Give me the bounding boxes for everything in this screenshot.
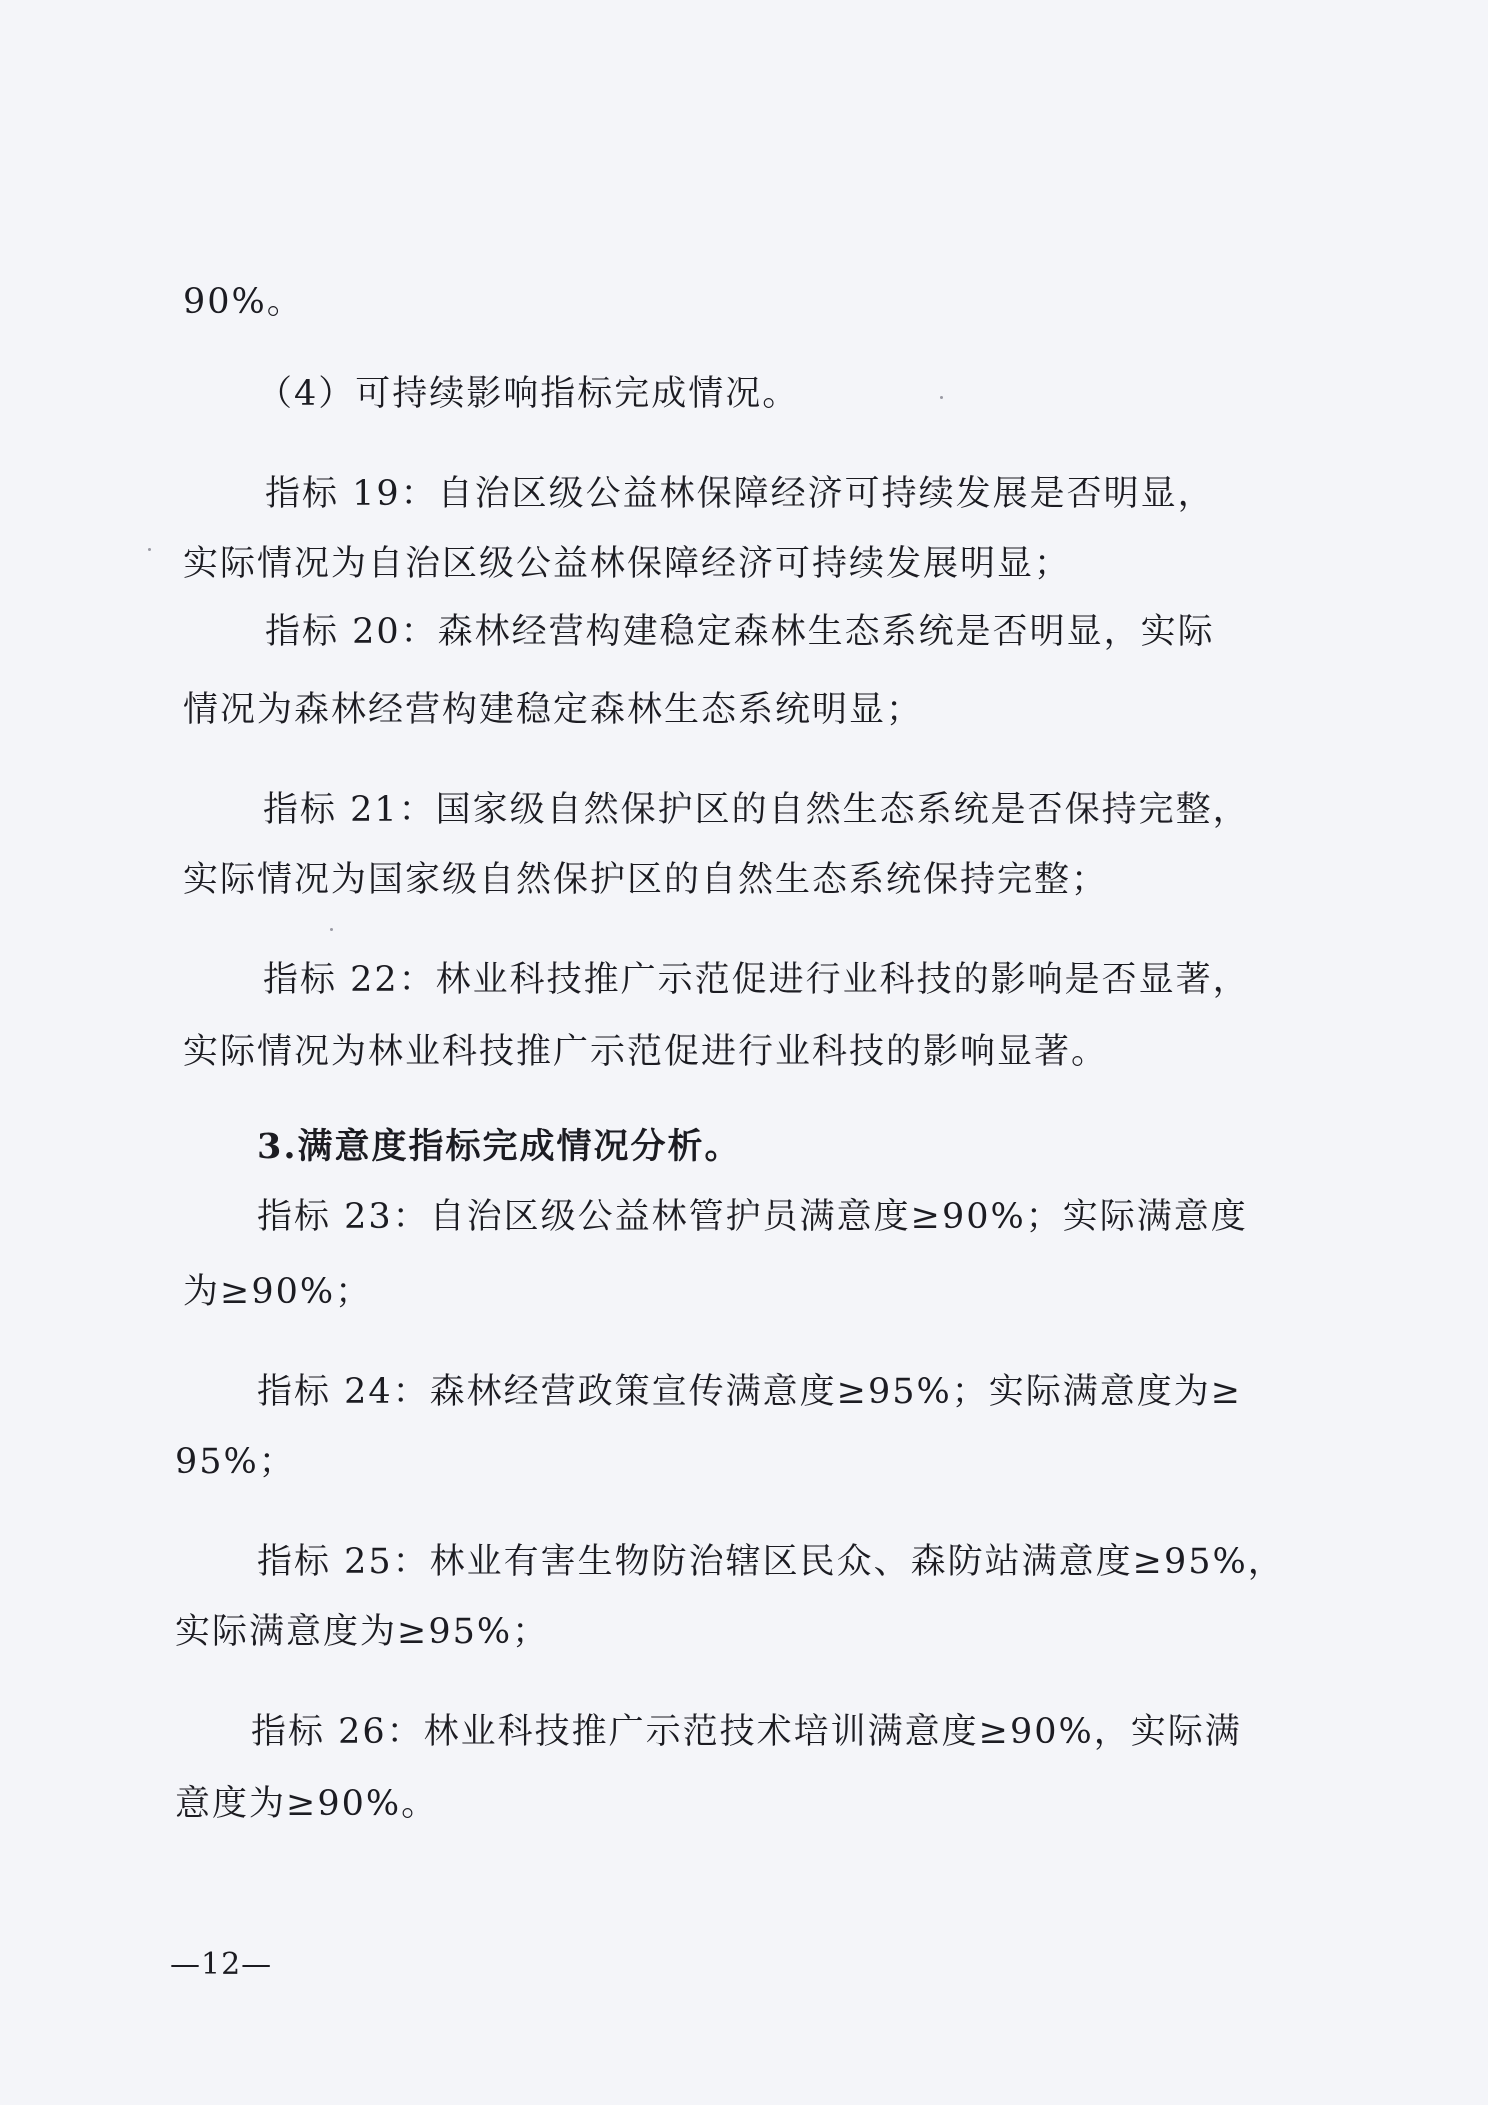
text-line-2: （4）可持续影响指标完成情况。 — [257, 374, 800, 414]
scan-speck — [148, 548, 151, 551]
text-line-1: 90%。 — [183, 282, 304, 322]
scan-speck — [940, 396, 943, 399]
text-line-13: 为≥90%； — [183, 1272, 373, 1312]
page-number: —12— — [170, 1947, 273, 1982]
text-line-12: 指标 23：自治区级公益林管护员满意度≥90%；实际满意度 — [257, 1197, 1248, 1237]
text-line-18: 指标 26：林业科技推广示范技术培训满意度≥90%，实际满 — [251, 1712, 1242, 1752]
text-line-19: 意度为≥90%。 — [175, 1784, 439, 1824]
text-line-14: 指标 24：森林经营政策宣传满意度≥95%；实际满意度为≥ — [257, 1372, 1243, 1412]
text-line-3: 指标 19：自治区级公益林保障经济可持续发展是否明显， — [265, 474, 1215, 514]
text-line-8: 实际情况为国家级自然保护区的自然生态系统保持完整； — [183, 860, 1109, 900]
text-line-17: 实际满意度为≥95%； — [175, 1612, 550, 1652]
text-line-5: 指标 20：森林经营构建稳定森林生态系统是否明显，实际 — [265, 612, 1215, 652]
text-line-10: 实际情况为林业科技推广示范促进行业科技的影响显著。 — [183, 1032, 1109, 1072]
section-heading: 3.满意度指标完成情况分析。 — [257, 1126, 742, 1167]
scan-speck — [330, 928, 333, 931]
text-line-9: 指标 22：林业科技推广示范促进行业科技的影响是否显著， — [263, 960, 1250, 1000]
text-line-6: 情况为森林经营构建稳定森林生态系统明显； — [183, 690, 924, 730]
text-line-15: 95%； — [175, 1442, 296, 1482]
text-line-16: 指标 25：林业有害生物防治辖区民众、森防站满意度≥95%， — [257, 1542, 1285, 1582]
text-line-7: 指标 21：国家级自然保护区的自然生态系统是否保持完整， — [263, 790, 1250, 830]
text-line-4: 实际情况为自治区级公益林保障经济可持续发展明显； — [183, 544, 1072, 584]
